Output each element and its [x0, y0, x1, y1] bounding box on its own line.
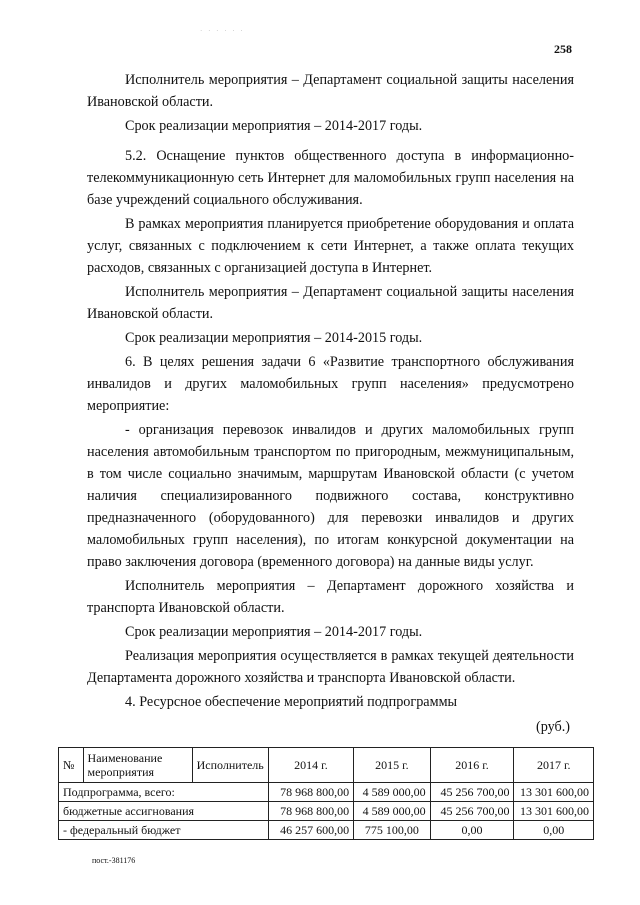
header-2014: 2014 г. [268, 748, 353, 783]
currency-unit-label: (руб.) [535, 719, 570, 735]
table-row [59, 802, 594, 821]
paragraph-executor-social-1: Исполнитель мероприятия – Департамент социальной защиты населения Ивановской области. [87, 72, 574, 110]
cell-2017: 13 301 600,00 [514, 802, 594, 821]
paragraph-term-2014-2017-a: Срок реализации мероприятия – 2014-2017 годы. [125, 118, 423, 134]
row-label: - федеральный бюджет [59, 821, 269, 840]
cell-2015: 4 589 000,00 [354, 802, 430, 821]
paragraph-implementation: Реализация мероприятия осуществляется в рамках текущей деятельности Департамента дорожного хозяйства и транспорта Ивановской области. [87, 648, 574, 686]
cell-2014: 78 968 800,00 [268, 783, 353, 802]
paragraph-transport-measure: - организация перевозок инвалидов и других маломобильных групп населения автомобильным транспортом по пригородным, межмуниципальным, в том числе социально значимым, маршрутам Ивановской области (с учетом наличия специализированного подвижного состава, конструктивно предназначенного (оборудованного) для перевозки инвалидов и других маломобильных групп населения), по итогам конкурсной документации на право заключения договора (временного договора) на данные виды услуг. [87, 422, 574, 570]
cell-2015: 775 100,00 [354, 821, 430, 840]
cell-2014: 46 257 600,00 [268, 821, 353, 840]
cell-2016: 0,00 [430, 821, 514, 840]
table-row [59, 821, 594, 840]
section-heading: 4. Ресурсное обеспечение мероприятий подпрограммы [125, 694, 458, 710]
page-number: 258 [554, 42, 572, 56]
row-label: Подпрограмма, всего: [59, 783, 269, 802]
document-body [87, 69, 574, 738]
paragraph-item-5-2: 5.2. Оснащение пунктов общественного доступа в информационно-телекоммуникационную сеть Интернет для маломобильных групп населения на базе учреждений социального обслуживания. [87, 148, 574, 208]
row-label: бюджетные ассигнования [59, 802, 269, 821]
header-name: Наименование мероприятия [83, 748, 192, 783]
table-header-row [59, 748, 594, 783]
header-2017: 2017 г. [514, 748, 594, 783]
header-number: № [59, 748, 84, 783]
header-2016: 2016 г. [430, 748, 514, 783]
paragraph-executor-transport: Исполнитель мероприятия – Департамент дорожного хозяйства и транспорта Ивановской области. [87, 578, 574, 616]
footer-document-code: пост.-381176 [92, 856, 136, 865]
cell-2014: 78 968 800,00 [268, 802, 353, 821]
paragraph-task-6: 6. В целях решения задачи 6 «Развитие транспортного обслуживания инвалидов и других маломобильных групп населения» предусмотрено мероприятие: [87, 354, 574, 414]
paragraph-term-2014-2017-b: Срок реализации мероприятия – 2014-2017 годы. [125, 624, 423, 640]
header-executor: Исполнитель [192, 748, 268, 783]
scan-artifact: · · · · · · [200, 27, 245, 35]
cell-2017: 0,00 [514, 821, 594, 840]
cell-2016: 45 256 700,00 [430, 802, 514, 821]
cell-2017: 13 301 600,00 [514, 783, 594, 802]
cell-2016: 45 256 700,00 [430, 783, 514, 802]
paragraph-term-2014-2015: Срок реализации мероприятия – 2014-2015 годы. [125, 330, 423, 346]
paragraph-executor-social-2: Исполнитель мероприятия – Департамент социальной защиты населения Ивановской области. [87, 284, 574, 322]
header-2015: 2015 г. [354, 748, 430, 783]
cell-2015: 4 589 000,00 [354, 783, 430, 802]
table-row [59, 783, 594, 802]
paragraph-item-5-2-description: В рамках мероприятия планируется приобретение оборудования и оплата услуг, связанных с подключением к сети Интернет, а также оплата текущих расходов, связанных с организацией доступа в Интернет. [87, 216, 574, 276]
resource-table [58, 747, 594, 840]
